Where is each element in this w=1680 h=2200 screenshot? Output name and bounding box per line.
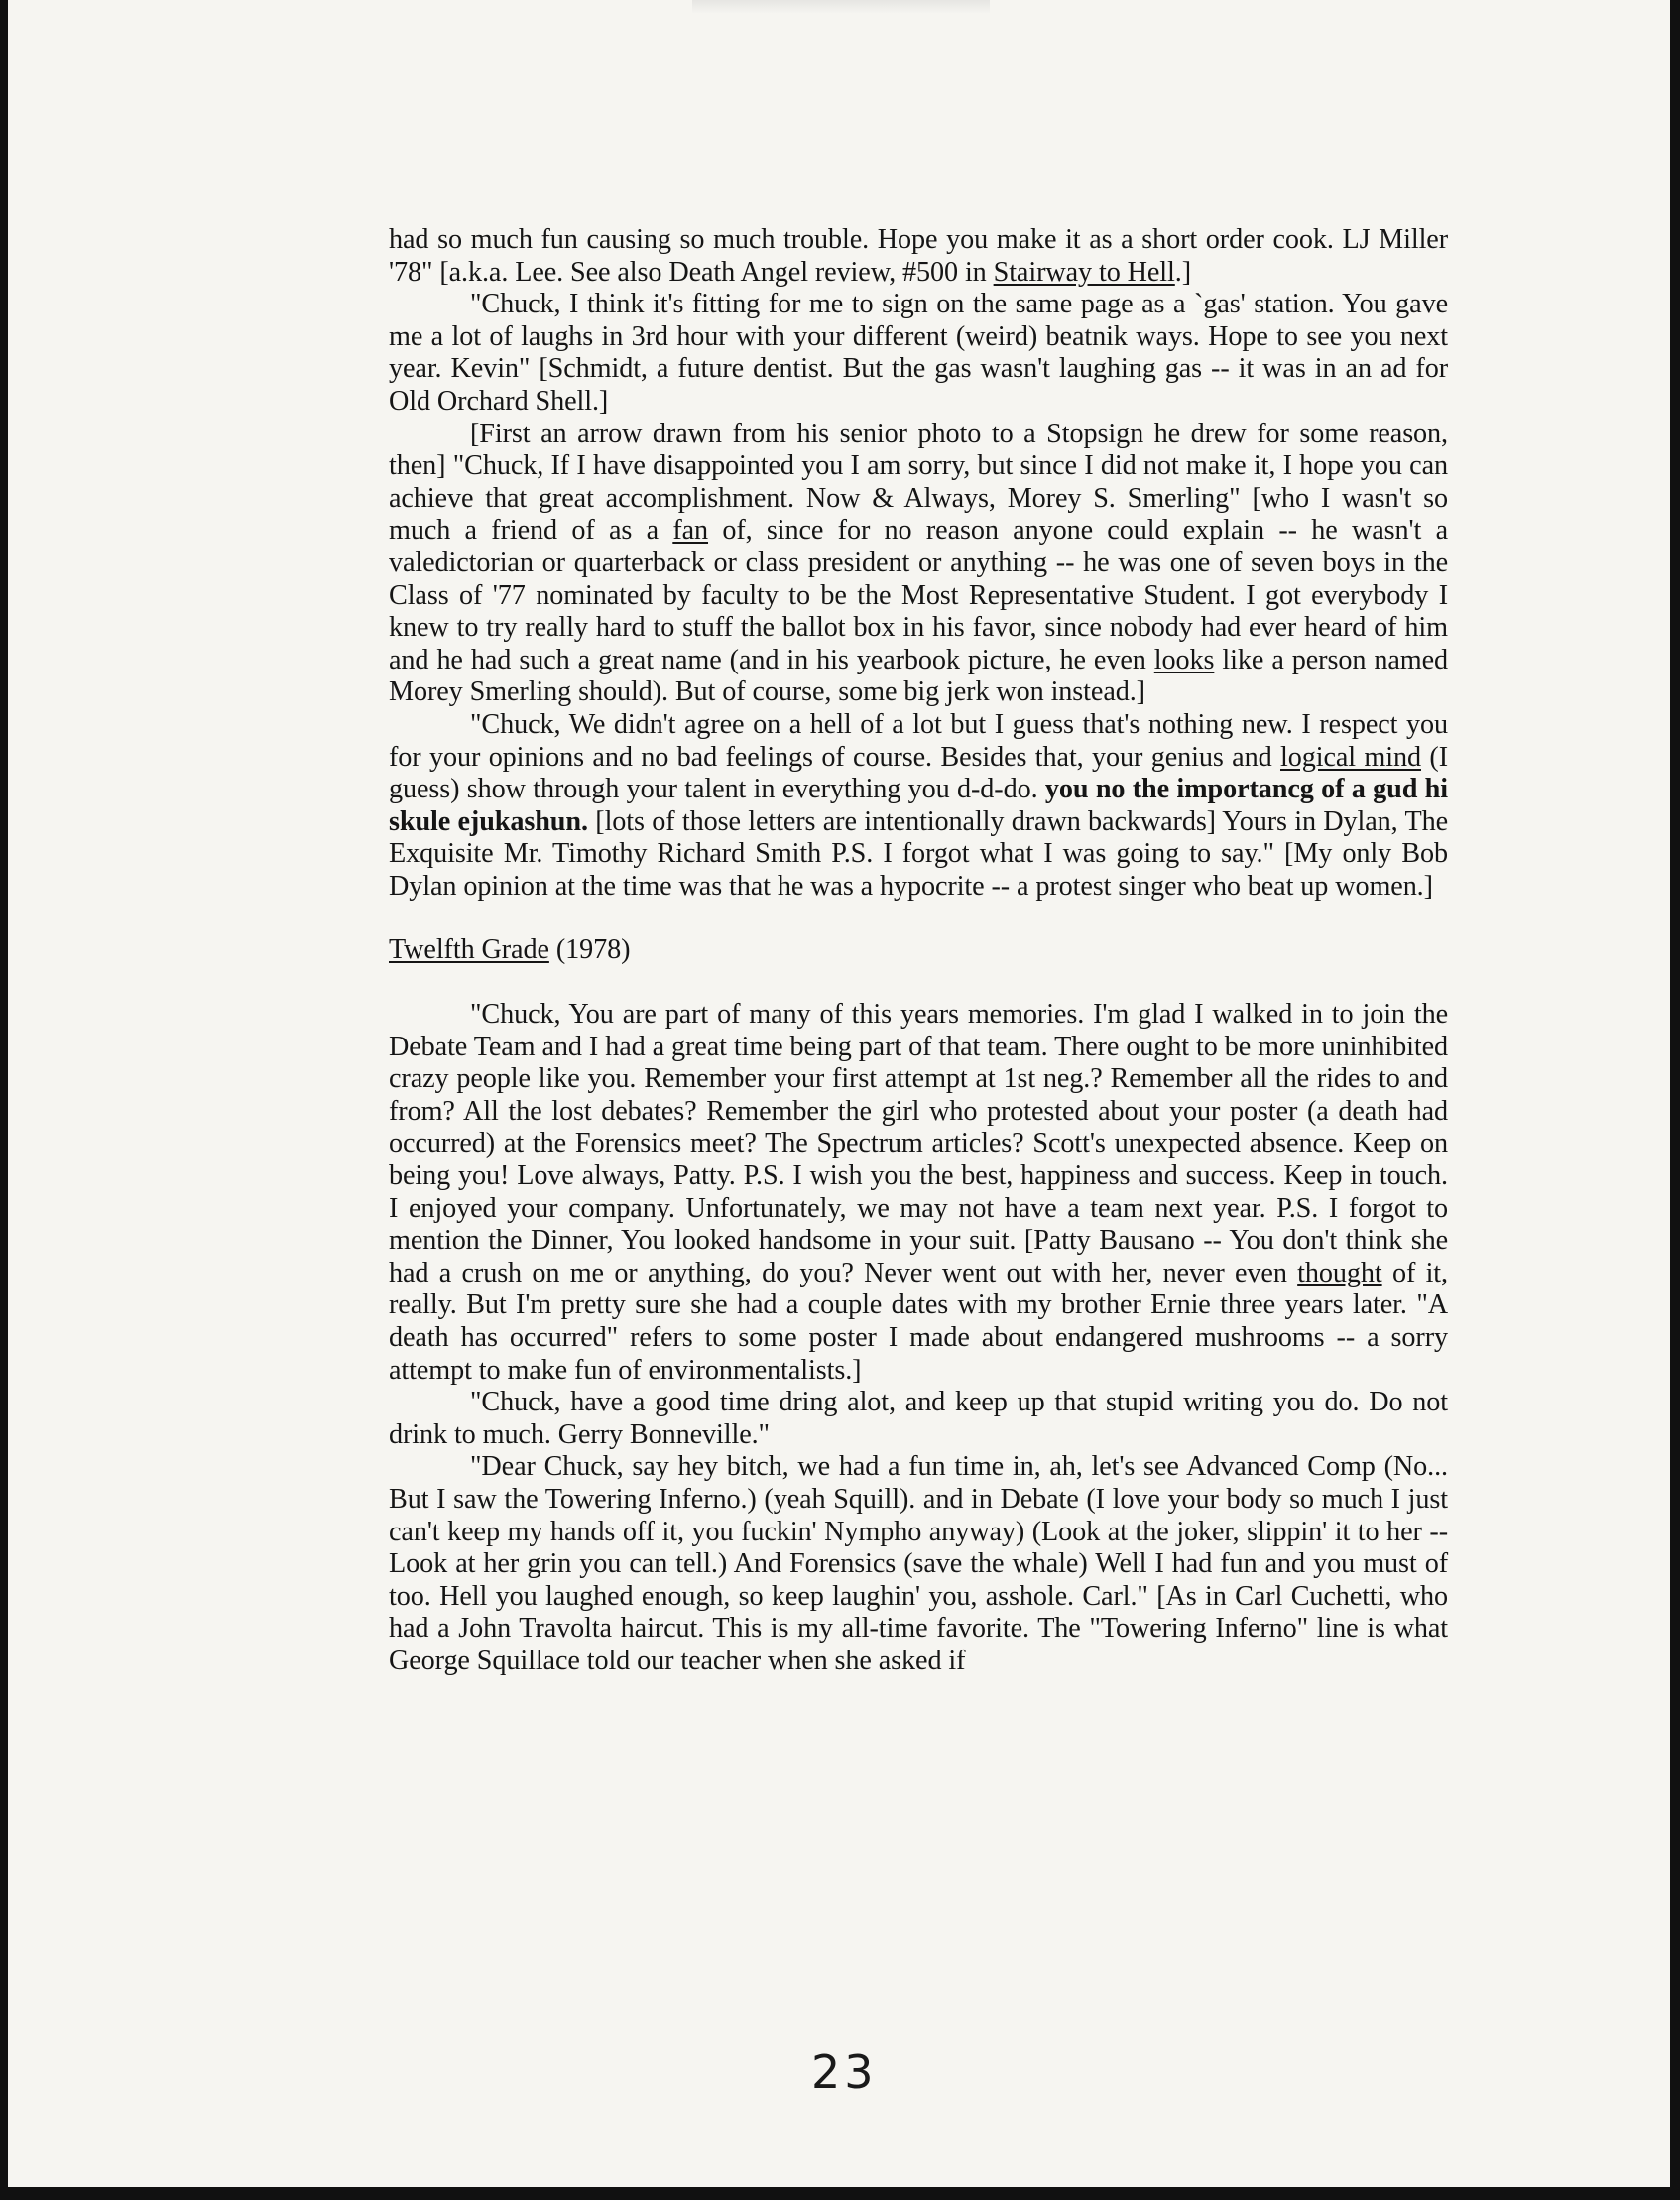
underlined-word-looks: looks [1153, 644, 1215, 675]
underlined-word-fan: fan [672, 515, 709, 547]
text-body [389, 224, 1448, 1678]
book-title-underlined: Stairway to Hell [993, 256, 1175, 288]
scanned-page [8, 0, 1670, 2187]
underlined-word-thought: thought [1297, 1257, 1382, 1288]
paragraph-morey-smerling: [First an arrow drawn from his senior photo to a Stopsign he drew for some reason, then] "Chuck, If I have disappointed you I am sorry, but since I did not make it, I hope you can achieve that great accomplishment. Now & Always, Morey S. Smerling" [who I wasn't so much a friend of as a fan of, since for no reason anyone could explain -- he wasn't a valedictorian or quarterback or class president or anything -- he was one of seven boys in the Class of '77 nominated by faculty to be the Most Representative Student. I got everybody I knew to try really hard to stuff the ballot box in his favor, since nobody had ever heard of him and he had such a great name (and in his yearbook picture, he even looks like a person named Morey Smerling should). But of course, some big jerk won instead.] [389, 418, 1448, 708]
section-heading-twelfth-grade: Twelfth Grade (1978) [389, 934, 631, 966]
scan-smudge [692, 0, 990, 14]
paragraph-gerry-bonneville: "Chuck, have a good time dring alot, and keep up that stupid writing you do. Do not drink to much. Gerry Bonneville." [389, 1387, 1448, 1450]
underlined-logical-mind: logical mind [1280, 741, 1421, 773]
paragraph-kevin: "Chuck, I think it's fitting for me to sign on the same page as a `gas' station. You gave me a lot of laughs in 3rd hour with your different (weird) beatnik ways. Hope to see you next year. Kevin" [Schmidt, a future dentist. But the gas wasn't laughing gas -- it was in an ad for Old Orchard Shell.] [389, 289, 1448, 417]
paragraph-patty: "Chuck, You are part of many of this years memories. I'm glad I walked in to join the Debate Team and I had a great time being part of that team. There ought to be more uninhibited crazy people like you. Remember your first attempt at 1st neg.? Remember all the rides to and from? All the lost debates? Remember the girl who protested about your poster (a death had occurred) at the Forensics meet? The Spectrum articles? Scott's unexpected absence. Keep on being you! Love always, Patty. P.S. I wish you the best, happiness and success. Keep in touch. I enjoyed your company. Unfortunately, we may not have a team next year. P.S. I forgot to mention the Dinner, You looked handsome in your suit. [Patty Bausano -- You don't think she had a crush on me or anything, do you? Never went out with her, never even thought of it, really. But I'm pretty sure she had a couple dates with my brother Ernie three years later. "A death has occurred" refers to some poster I made about endangered mushrooms -- a sorry attempt to make fun of environmentalists.] [389, 999, 1448, 1386]
paragraph-lee-miller: had so much fun causing so much trouble. Hope you make it as a short order cook. LJ Miller '78" [a.k.a. Lee. See also Death Angel review, #500 in Stairway to Hell.] [389, 224, 1448, 288]
paragraph-carl: "Dear Chuck, say hey bitch, we had a fun time in, ah, let's see Advanced Comp (No... But I saw the Towering Inferno.) (yeah Squill). and in Debate (I love your body so much I just can't keep my hands off it, you fuckin' Nympho anyway) (Look at the joker, slippin' it to her -- Look at her grin you can tell.) And Forensics (save the whale) Well I had fun and you must of too. Hell you laughed enough, so keep laughin' you, asshole. Carl." [As in Carl Cuchetti, who had a John Travolta haircut. This is my all-time favorite. The "Towering Inferno" line is what George Squillace told our teacher when she asked if [389, 1451, 1448, 1676]
bold-misspelled-line: you no the importancg of a gud hi skule ejukashun. [389, 774, 1448, 837]
page-number: 23 [811, 2045, 878, 2099]
paragraph-timothy-smith: "Chuck, We didn't agree on a hell of a lot but I guess that's nothing new. I respect you for your opinions and no bad feelings of course. Besides that, your genius and logical mind (I guess) show through your talent in everything you d-d-do. you no the importancg of a gud hi skule ejukashun. [lots of those letters are intentionally drawn backwards] Yours in Dylan, The Exquisite Mr. Timothy Richard Smith P.S. I forgot what I was going to say." [My only Bob Dylan opinion at the time was that he was a hypocrite -- a protest singer who beat up women.] [389, 708, 1448, 902]
